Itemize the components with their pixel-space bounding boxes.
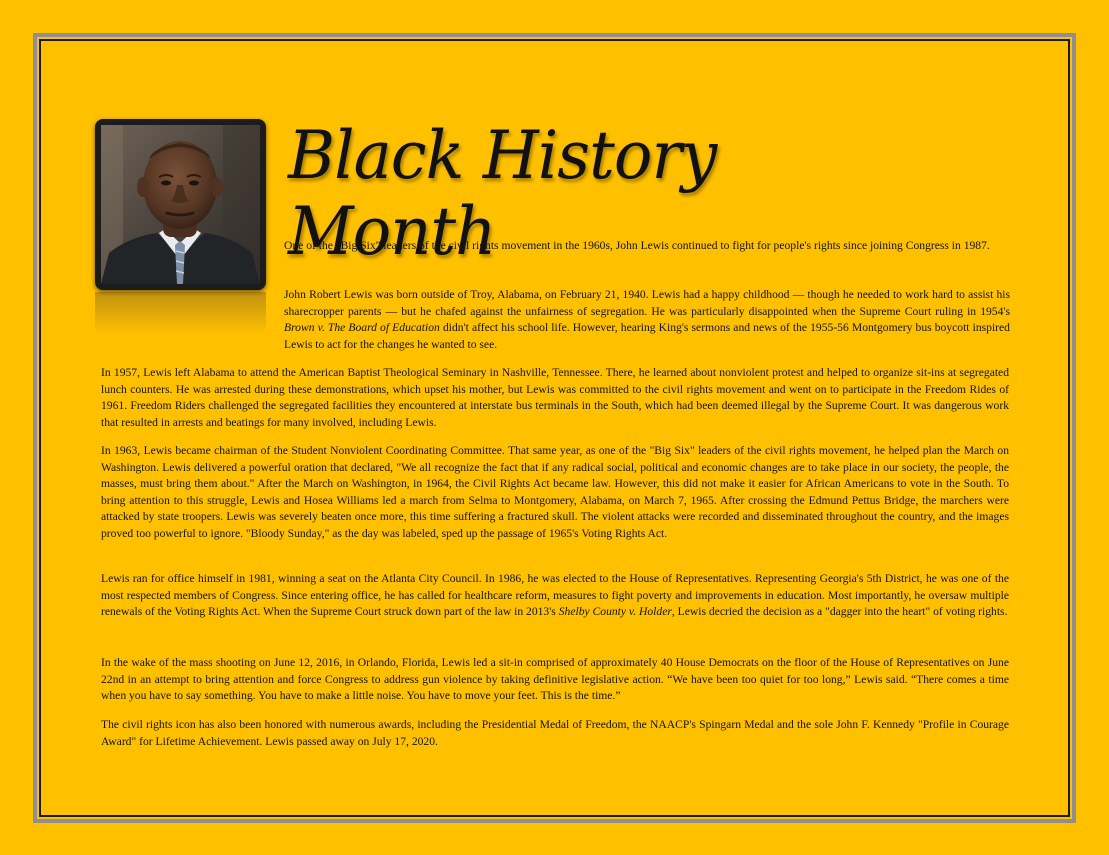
seminary-paragraph: In 1957, Lewis left Alabama to attend the American Baptist Theological Seminary in Nashville, Tennessee. There, he learned about nonviolent protest and helped to organize sit-ins at segregated lunch counters. He was arrested during these demonstrations, which upset his mother, but Lewis was committed to the civil rights movement and went on to participate in the Freedom Rides of 1961. Freedom Riders challenged the segregated facilities they encountered at interstate bus terminals in the South, which had been deemed illegal by the Supreme Court. It was dangerous work that resulted in arrests and beatings for many involved, including Lewis. xyxy=(101,366,1009,429)
early-life-text-start: John Robert Lewis was born outside of Troy, Alabama, on February 21, 1940. Lewis had a happy childhood — though he needed to work hard to assist his sharecropper parents — but he chafed against the unfairness of segregation. He was particularly disappointed when the Supreme Court ruling in 1954's xyxy=(284,288,1010,318)
brown-case-name: Brown v. The Board of Education xyxy=(284,321,440,334)
honors-paragraph: The civil rights icon has also been honored with numerous awards, including the Presidential Medal of Freedom, the NAACP's Spingarn Medal and the sole John F. Kennedy "Profile in Courage Award" for Lifetime Achievement. Lewis passed away on July 17, 2020. xyxy=(101,718,1009,748)
early-life-text-end: didn't affect his school life. However, hearing King's sermons and news of the 1955-56 Montgomery bus boycott inspired Lewis to act for the changes he wanted to see. xyxy=(284,321,1010,351)
portrait-photo xyxy=(95,119,266,290)
early-life-paragraph xyxy=(284,287,1010,353)
page-title: Black History Month xyxy=(288,117,717,270)
sit-in-paragraph: In the wake of the mass shooting on June 12, 2016, in Orlando, Florida, Lewis led a sit-in comprised of approximately 40 House Democrats on the floor of the House of Representatives on June 22nd in an attempt to bring attention and force Congress to address gun violence by taking definitive legislative action. “We have been too quiet for too long,” Lewis said. “There comes a time when you have to say something. You have to make a little noise. You have to move your feet. This is the time.” xyxy=(101,656,1009,702)
congress-paragraph xyxy=(101,571,1009,621)
congress-text-end: , Lewis decried the decision as a "dagger into the heart" of voting rights. xyxy=(671,605,1008,618)
photo-reflection xyxy=(95,292,266,334)
sncc-paragraph: In 1963, Lewis became chairman of the Student Nonviolent Coordinating Committee. That same year, as one of the "Big Six" leaders of the civil rights movement, he helped plan the March on Washington. Lewis delivered a powerful oration that declared, "We all recognize the fact that if any radical social, political and economic changes are to take place in our society, the people, the masses, must bring them about." After the March on Washington, in 1964, the Civil Rights Act became law. However, this did not make it easier for African Americans to vote in the South. To bring attention to this struggle, Lewis and Hosea Williams led a march from Selma to Montgomery, Alabama, on March 7, 1965. After crossing the Edmund Pettus Bridge, the marchers were attacked by state troopers. Lewis was severely beaten once more, this time suffering a fractured skull. The violent attacks were recorded and disseminated throughout the country, and the images proved too powerful to ignore. "Bloody Sunday," as the day was labeled, sped up the passage of 1965's Voting Rights Act. xyxy=(101,444,1009,540)
shelby-case-name: Shelby County v. Holder xyxy=(558,605,672,618)
congress-text-start: Lewis ran for office himself in 1981, winning a seat on the Atlanta City Council. In 1986, he was elected to the House of Representatives. Representing Georgia's 5th District, he was one of the most respected members of Congress. Since entering office, he has called for healthcare reform, measures to fight poverty and improvements in education. Most importantly, he oversaw multiple renewals of the Voting Rights Act. When the Supreme Court struck down part of the law in 2013's xyxy=(101,572,1009,618)
portrait-image xyxy=(101,125,260,284)
intro-paragraph: One of the "Big Six" leaders of the civil rights movement in the 1960s, John Lewis continued to fight for people's rights since joining Congress in 1987. xyxy=(284,239,990,252)
